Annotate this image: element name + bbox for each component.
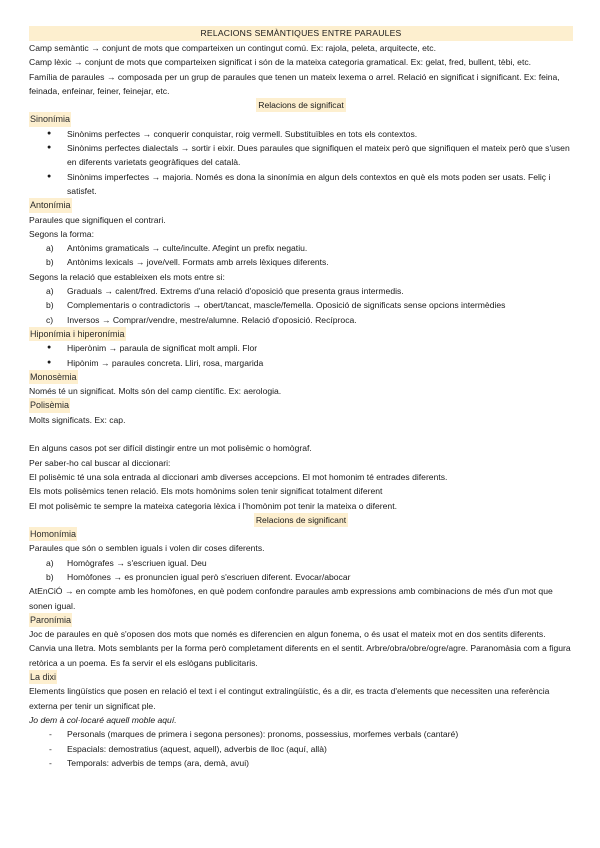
list-item: ● Hiperònim → paraula de significat molt ampli. Flor [29, 341, 573, 355]
list-item-text: Antònims lexicals → jove/vell. Formats amb arrels lèxiques diferents. [67, 257, 329, 268]
significat-heading: Relacions de significat [256, 98, 346, 112]
list-item: - Espacials: demostratius (aquest, aquell), adverbis de lloc (aquí, allà) [29, 742, 573, 756]
polisemia-extra-0: En alguns casos pot ser difícil distingir entre un mot polisèmic o homògraf. [29, 443, 312, 454]
list-item-text: Antònims gramaticals → culte/inculte. Afegint un prefix negatiu. [67, 243, 308, 254]
spacer [29, 427, 573, 441]
polisemia-text: Molts significats. Ex: cap. [29, 414, 126, 425]
list-item [29, 241, 573, 255]
list-item [29, 255, 573, 269]
dixi-heading: La dixi [29, 670, 57, 684]
intro-camp-lexic: Camp lèxic → conjunt de mots que comparteixen significat i són de la mateixa categoria gramatical. Ex: gelat, fred, bullent, tèbi, etc. [29, 57, 532, 68]
list-marker: b) [46, 300, 54, 311]
significat-heading-row [29, 98, 573, 112]
list-item [29, 298, 573, 312]
list-item: ● Hipònim → paraules concreta. Lliri, rosa, margarida [29, 356, 573, 370]
list-marker: c) [46, 314, 54, 325]
antonimia-forma-list [29, 241, 573, 270]
sinonimia-list [29, 127, 573, 198]
antonimia-desc: Paraules que signifiquen el contrari. [29, 214, 166, 225]
polisemia-heading: Polisèmia [29, 398, 70, 412]
monosemia-heading: Monosèmia [29, 370, 78, 384]
hiponimia-heading: Hiponímia i hiperonímia [29, 327, 126, 341]
antonimia-relacio-list [29, 284, 573, 327]
list-marker: a) [46, 286, 54, 297]
list-item: ● Sinònims imperfectes → majoria. Només es dona la sinonímia en algun dels contextos en què els mots poden ser usats. Feliç i satisfet. [29, 170, 573, 199]
list-item [29, 556, 573, 570]
list-item: - Temporals: adverbis de temps (ara, demà, avui) [29, 756, 573, 770]
homonimia-heading: Homonímia [29, 527, 77, 541]
polisemia-extra-4: El mot polisèmic te sempre la mateixa categoria lèxica i l'homònim pot tenir la mateixa o diferent. [29, 500, 397, 511]
dixi-example: Jo dem à col·locaré aquell moble aquí. [29, 714, 177, 725]
dixi-text: Elements lingüístics que posen en relació el text i el contingut extralingüístic, és a dir, es tracta d'elements que necessiten una referència externa per tenir un significat ple. [29, 686, 550, 711]
list-item: ● Sinònims perfectes dialectals → sortir i eixir. Dues paraules que signifiquen el mateix però que signifiquen el mateix però que s'usen en diferents varietats geogràfiques del català. [29, 141, 573, 170]
sinonimia-heading: Sinonímia [29, 112, 71, 126]
list-item [29, 284, 573, 298]
paronimia-heading: Paronímia [29, 613, 72, 627]
intro-familia-paraules: Família de paraules → composada per un grup de paraules que tenen un mateix lexema o arrel. Relació en significat i significant. Ex: feina, feinada, enfeinar, feiner, feinejar, etc. [29, 71, 560, 96]
antonimia-heading: Antonímia [29, 198, 72, 212]
antonimia-relacio-label: Segons la relació que estableixen els mots entre si: [29, 271, 225, 282]
list-item [29, 313, 573, 327]
list-item-text: Graduals → calent/fred. Extrems d'una relació d'oposició que presenta graus intermedis. [67, 286, 404, 297]
list-marker: b) [46, 257, 54, 268]
list-item-text: Inversos → Comprar/vendre, mestre/alumne. Relació d'oposició. Recíproca. [67, 314, 357, 325]
list-item-text: Complementaris o contradictoris → obert/tancat, mascle/femella. Oposició de significats sense opcions intermèdies [67, 300, 506, 311]
polisemia-extra-2: El polisèmic té una sola entrada al diccionari amb diverses accepcions. El mot homonim té entrades diferents. [29, 471, 448, 482]
list-marker: a) [46, 243, 54, 254]
homonimia-list [29, 556, 573, 585]
polisemia-extra-1: Per saber-ho cal buscar al diccionari: [29, 457, 171, 468]
list-item-text: Homògrafes → s'escriuen igual. Deu [67, 557, 207, 568]
dixi-list [29, 727, 573, 770]
list-marker: b) [46, 571, 54, 582]
monosemia-text: Només té un significat. Molts són del camp científic. Ex: aerologia. [29, 386, 282, 397]
paronimia-text: Joc de paraules en què s'oposen dos mots que només es diferencien en algun fonema, o és usat el mateix mot en dos sentits diferents. Canvia una lletra. Mots semblants per la forma però completament diferents en el sentit. Arbre/obra/obre/ogre/agre. Paranomàsia com a figura retòrica a un poema. Es fa servir el els eslògans publicitaris. [29, 629, 571, 668]
list-item-text: Homòfones → es pronuncien igual però s'escriuen diferent. Evocar/abocar [67, 571, 351, 582]
significant-heading-row [29, 513, 573, 527]
list-item: ● Sinònims perfectes → conquerir conquistar, roig vermell. Substituïbles en tots els contextos. [29, 127, 573, 141]
hiponimia-list [29, 341, 573, 370]
list-item [29, 570, 573, 584]
homonimia-desc: Paraules que són o semblen iguals i volen dir coses diferents. [29, 543, 265, 554]
significant-heading: Relacions de significant [254, 513, 348, 527]
antonimia-forma-label: Segons la forma: [29, 228, 94, 239]
polisemia-extra-3: Els mots polisèmics tenen relació. Els mots homònims solen tenir significat totalment diferent [29, 486, 383, 497]
intro-camp-semantic: Camp semàntic → conjunt de mots que comparteixen un contingut comú. Ex: rajola, peleta, arquitecte, etc. [29, 43, 436, 53]
list-item: - Personals (marques de primera i segona persones): pronoms, possessius, morfemes verbals (cantaré) [29, 727, 573, 741]
dixi-example-line [29, 713, 573, 727]
homonimia-note: AtEnCiÓ → en compte amb les homòfones, en què podem confondre paraules amb expressions amb combinacions de més d'un mot que sonen igual. [29, 586, 553, 611]
document-content [29, 26, 573, 770]
page-title: RELACIONS SEMÀNTIQUES ENTRE PARAULES [29, 26, 573, 41]
list-marker: a) [46, 557, 54, 568]
